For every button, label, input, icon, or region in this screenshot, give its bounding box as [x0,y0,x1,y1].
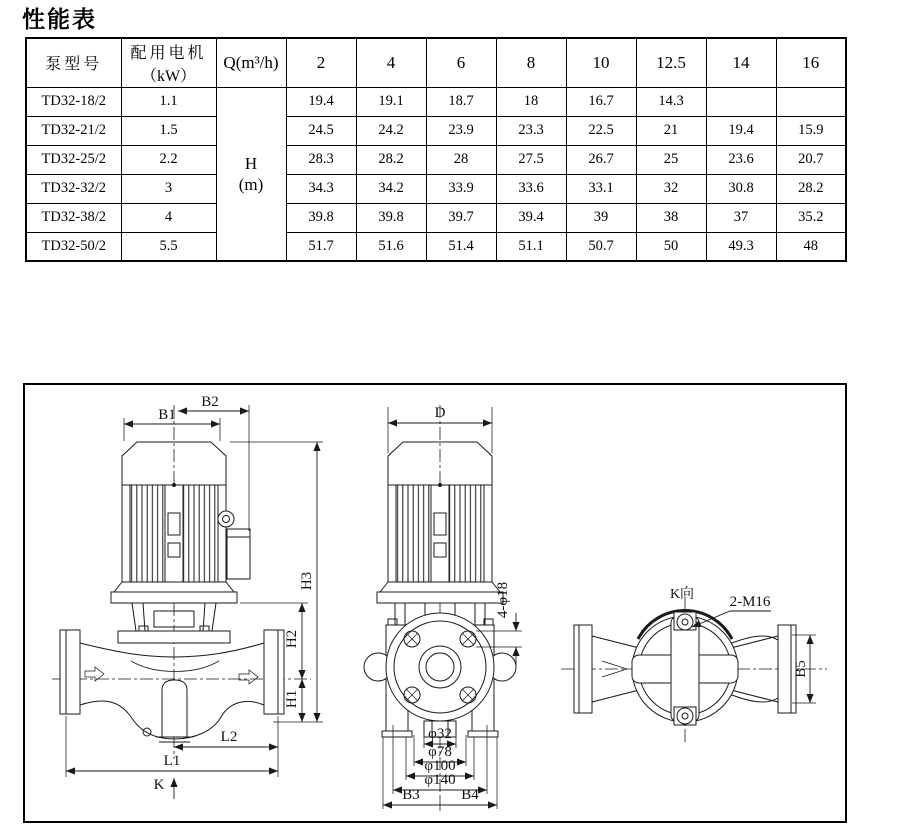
cell-pump-model: TD32-18/2 [26,87,121,116]
cell-head-value: 26.7 [566,145,636,174]
cell-head-value: 50 [636,232,706,261]
head-unit-line1: H [244,153,258,173]
bolt-hole-icon [674,707,696,725]
col-header-motor [121,38,216,87]
page-title: 性能表 [22,6,97,32]
cell-motor-power: 5.5 [121,232,216,261]
cell-head-value: 24.5 [286,116,356,145]
cell-head-value: 37 [706,203,776,232]
cell-pump-model: TD32-50/2 [26,232,121,261]
bolt-hole-icon [674,612,696,630]
cell-head-value: 48 [776,232,846,261]
cell-head-value: 28.2 [776,174,846,203]
view-front-elevation [364,405,522,811]
col-header-flow: Q(m³/h) [216,38,286,87]
cell-head-value: 15.9 [776,116,846,145]
cell-head-value: 35.2 [776,203,846,232]
cell-pump-model: TD32-21/2 [26,116,121,145]
dim-label-l1: L1 [163,753,181,769]
dim-label-b5: B5 [793,660,809,678]
view-label-k-direction: K向 [669,587,695,602]
col-header-q8: 16 [776,38,846,87]
dim-label-b3: B3 [402,787,420,803]
table-row [26,203,846,232]
motor-header-line1: 配用电机 [130,44,207,62]
cell-head-value: 34.2 [356,174,426,203]
cell-head-value: 22.5 [566,116,636,145]
cell-head-value: 51.4 [426,232,496,261]
dim-label-h2: H2 [284,629,300,649]
cell-head-value: 23.6 [706,145,776,174]
cell-head-value: 19.4 [706,116,776,145]
cell-head-value: 28 [426,145,496,174]
cell-head-value: 23.3 [496,116,566,145]
cell-head-value: 49.3 [706,232,776,261]
cell-head-value: 19.1 [356,87,426,116]
cell-head-unit [216,87,286,261]
col-header-q5: 10 [566,38,636,87]
cell-head-value: 33.1 [566,174,636,203]
cell-head-value: 23.9 [426,116,496,145]
cell-head-value: 39.4 [496,203,566,232]
dim-label-h3: H3 [299,571,315,591]
table-header-row [26,38,846,87]
table-body [26,87,846,261]
cell-head-value: 39 [566,203,636,232]
pump-casing [60,630,284,742]
cell-head-value: 50.7 [566,232,636,261]
cell-head-value: 21 [636,116,706,145]
cell-motor-power: 4 [121,203,216,232]
dim-label-b4: B4 [461,787,479,803]
cell-head-value: 18 [496,87,566,116]
col-header-q7: 14 [706,38,776,87]
cell-motor-power: 1.1 [121,87,216,116]
pump-plan-casing [574,610,796,725]
cell-head-value: 28.2 [356,145,426,174]
table-row [26,87,846,116]
cell-pump-model: TD32-32/2 [26,174,121,203]
cell-head-value: 30.8 [706,174,776,203]
cell-head-value: 24.2 [356,116,426,145]
col-header-model-label: 泵型号 [45,56,103,74]
cell-head-value: 28.3 [286,145,356,174]
cell-head-value: 39.8 [356,203,426,232]
cell-head-value: 39.8 [286,203,356,232]
performance-table [25,37,847,262]
col-header-q3: 6 [426,38,496,87]
cell-head-value [706,87,776,116]
pump-drawing [25,385,845,821]
col-header-q2: 4 [356,38,426,87]
cell-pump-model: TD32-25/2 [26,145,121,174]
motor-header-line2: （kW） [140,67,197,85]
dim-label-d78: φ78 [428,744,452,760]
dim-label-d100: φ100 [424,758,456,774]
cell-head-value: 20.7 [776,145,846,174]
cell-head-value: 39.7 [426,203,496,232]
flow-arrow-icon [239,670,258,684]
table-row [26,116,846,145]
dim-label-b2: B2 [201,394,219,410]
dim-label-b1: B1 [158,407,176,423]
cell-head-value: 34.3 [286,174,356,203]
dim-label-l2: L2 [220,729,238,745]
cell-head-value: 25 [636,145,706,174]
cell-motor-power: 3 [121,174,216,203]
table-row [26,232,846,261]
dim-label-d140: φ140 [424,772,456,788]
col-header-q6: 12.5 [636,38,706,87]
cell-head-value [776,87,846,116]
cell-head-value: 51.1 [496,232,566,261]
cell-head-value: 27.5 [496,145,566,174]
head-unit-line2: (m) [238,174,264,194]
cell-head-value: 38 [636,203,706,232]
dim-label-k: K [153,777,165,793]
dim-label-d32: φ32 [428,726,452,742]
suction-flange-face [386,613,494,721]
dim-label-h1: H1 [284,689,300,709]
view-plan-k [561,586,827,743]
cell-head-value: 51.7 [286,232,356,261]
dim-label-d: D [434,405,446,421]
dimension-diagram [23,383,847,823]
col-header-q4: 8 [496,38,566,87]
cell-head-value: 32 [636,174,706,203]
pump-casing-front [364,613,516,737]
cell-head-value: 16.7 [566,87,636,116]
cell-pump-model: TD32-38/2 [26,203,121,232]
cell-head-value: 33.6 [496,174,566,203]
col-header-model [26,38,121,87]
cell-motor-power: 1.5 [121,116,216,145]
table-row [26,145,846,174]
dim-label-m16: 2-M16 [729,594,771,610]
lifting-eye-icon [218,511,234,527]
table-row [26,174,846,203]
cell-motor-power: 2.2 [121,145,216,174]
cell-head-value: 14.3 [636,87,706,116]
col-header-q1: 2 [286,38,356,87]
view-side-elevation [52,394,323,799]
dim-label-bolt-holes: 4-φ18 [495,581,511,619]
cell-head-value: 18.7 [426,87,496,116]
cell-head-value: 51.6 [356,232,426,261]
cell-head-value: 19.4 [286,87,356,116]
cell-head-value: 33.9 [426,174,496,203]
